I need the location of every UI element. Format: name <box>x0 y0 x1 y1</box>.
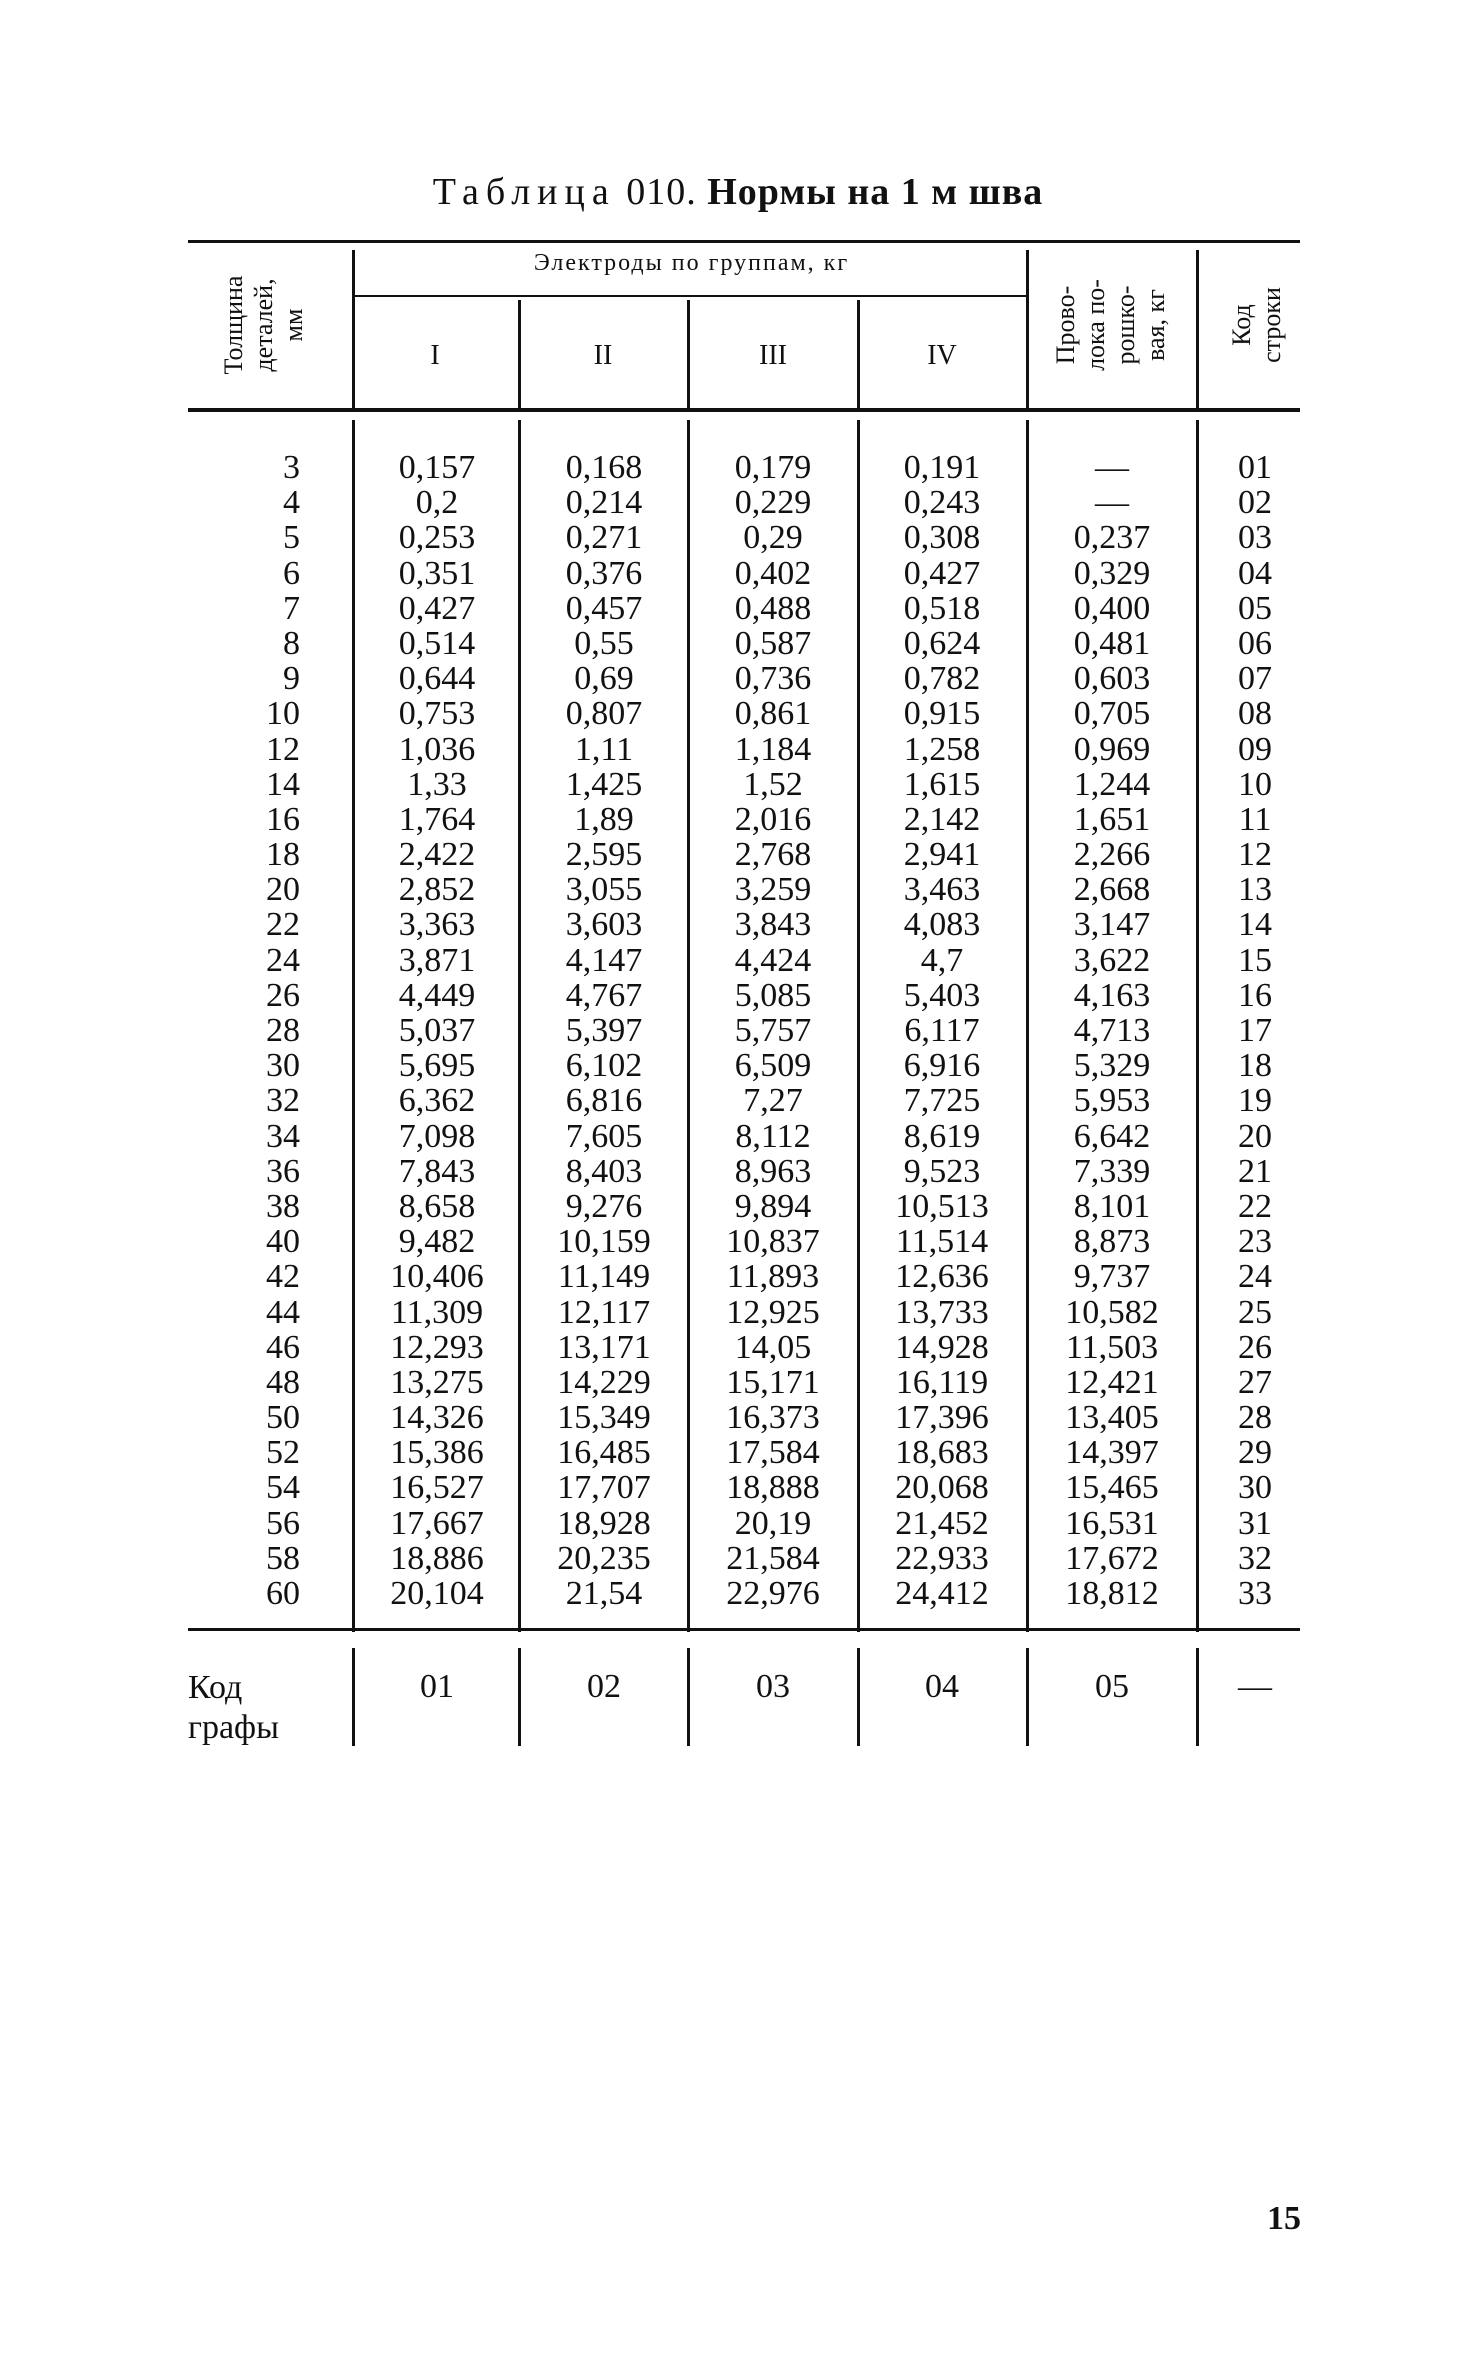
table-cell: 24,412 <box>895 1575 989 1612</box>
table-cell: 9,482 <box>398 1223 476 1261</box>
table-cell: 1,33 <box>407 765 467 803</box>
table-cell: 10,837 <box>726 1223 820 1261</box>
table-cell: 0,214 <box>565 484 643 522</box>
body-divider <box>687 420 690 1632</box>
table-cell: 14 <box>1238 906 1272 944</box>
table-cell: 0,514 <box>398 624 476 662</box>
table-cell: 5,329 <box>1073 1047 1151 1085</box>
table-cell: 8 <box>283 624 300 662</box>
table-cell: 18 <box>266 836 300 874</box>
table-cell: 26 <box>1238 1328 1272 1366</box>
table-cell: 18,888 <box>726 1469 820 1507</box>
column-group-3 <box>698 450 848 1611</box>
title-number: 010. <box>626 171 697 213</box>
table-cell: 27 <box>1238 1363 1272 1401</box>
table-cell: 6,916 <box>903 1047 981 1085</box>
column-row-code <box>1210 450 1300 1611</box>
footer-divider <box>352 1648 355 1746</box>
column-code: 05 <box>1095 1668 1129 1705</box>
table-cell: 18,886 <box>390 1539 484 1577</box>
table-cell: 5,695 <box>398 1047 476 1085</box>
table-cell: 13 <box>1238 871 1272 909</box>
table-cell: 46 <box>266 1328 300 1366</box>
table-cell: 13,171 <box>557 1328 651 1366</box>
table-cell: 17,584 <box>726 1434 820 1472</box>
table-cell: 4,449 <box>398 976 476 1014</box>
header-row-code-line: строки <box>1257 287 1286 363</box>
table-cell: 6,509 <box>734 1047 812 1085</box>
table-cell: 32 <box>266 1082 300 1120</box>
table-cell: 0,427 <box>398 589 476 627</box>
table-cell: 0,191 <box>903 449 981 486</box>
column-code: 03 <box>756 1668 790 1705</box>
table-cell: 0,624 <box>903 624 981 662</box>
table-cell: 18,928 <box>557 1504 651 1542</box>
table-cell: 6,117 <box>904 1012 980 1049</box>
table-cell: 12,293 <box>390 1328 484 1366</box>
column-group-2 <box>529 450 679 1611</box>
table-cell: 5,085 <box>734 976 812 1014</box>
header-divider <box>687 300 690 408</box>
table-cell: 0,705 <box>1073 695 1151 733</box>
column-code: 04 <box>925 1668 959 1705</box>
table-cell: 2,422 <box>398 836 476 874</box>
table-cell: 12,636 <box>895 1258 989 1296</box>
table-cell: 11 <box>1238 800 1272 838</box>
table-cell: 10,159 <box>557 1223 651 1261</box>
table-cell: 10 <box>1238 765 1272 803</box>
table-cell: 16,527 <box>390 1469 484 1507</box>
table-cell: 16,485 <box>557 1434 651 1472</box>
column-group-1 <box>362 450 512 1611</box>
table-cell: 4,147 <box>565 941 643 979</box>
header-bottom-rule <box>188 408 1300 412</box>
table-cell: 22 <box>1238 1187 1272 1225</box>
table-cell: 4,163 <box>1073 976 1151 1014</box>
table-cell: 0,488 <box>734 589 812 627</box>
table-cell: 3,463 <box>903 871 981 909</box>
table-cell: 4,083 <box>903 906 981 944</box>
table-cell: 1,258 <box>903 730 981 768</box>
header-thickness-line: мм <box>279 308 308 342</box>
table-cell: 07 <box>1238 660 1272 698</box>
table-cell: 8,112 <box>735 1117 811 1155</box>
table-cell: 25 <box>1238 1293 1272 1331</box>
table-cell: 26 <box>266 976 300 1014</box>
table-cell: 6,816 <box>565 1082 643 1120</box>
table-cell: 6,102 <box>565 1047 643 1085</box>
header-thickness <box>219 240 315 410</box>
header-group-1: I <box>430 340 440 371</box>
table-cell: 7,605 <box>565 1117 643 1155</box>
table-cell: 2,595 <box>565 836 643 874</box>
table-cell: 0,603 <box>1073 660 1151 698</box>
table-cell: 5,397 <box>565 1012 643 1049</box>
table-cell: 31 <box>1238 1504 1272 1542</box>
table-cell: 14 <box>266 765 300 803</box>
header-divider <box>857 300 860 408</box>
table-cell: 19 <box>1238 1082 1272 1120</box>
table-cell: 16 <box>266 800 300 838</box>
table-cell: 20,104 <box>390 1575 484 1612</box>
table-cell: 24 <box>266 941 300 979</box>
table-cell: 10,513 <box>895 1187 989 1225</box>
footer-divider <box>857 1648 860 1746</box>
table-cell: 08 <box>1238 695 1272 733</box>
table-cell: 2,852 <box>398 871 476 909</box>
footer-label-line: графы <box>188 1709 279 1746</box>
table-cell: 10,582 <box>1065 1293 1159 1331</box>
table-cell: 13,733 <box>895 1293 989 1331</box>
table-cell: 4,767 <box>565 976 643 1014</box>
table-cell: 18 <box>1238 1047 1272 1085</box>
title-label: Таблица <box>432 171 616 213</box>
table-cell: 28 <box>1238 1399 1272 1437</box>
table-cell: 13,405 <box>1065 1399 1159 1437</box>
table-cell: 0,915 <box>903 695 981 733</box>
table-cell: 0,969 <box>1073 730 1151 768</box>
table-top-rule <box>188 240 1300 243</box>
table-cell: 0,55 <box>574 624 634 662</box>
table-cell: 22 <box>266 906 300 944</box>
table-cell: 03 <box>1238 519 1272 557</box>
table-cell: 48 <box>266 1363 300 1401</box>
table-cell: 18,812 <box>1065 1575 1159 1612</box>
table-cell: 40 <box>266 1223 300 1261</box>
table-cell: 30 <box>1238 1469 1272 1507</box>
table-cell: 7,339 <box>1073 1152 1151 1190</box>
table-cell: 24 <box>1238 1258 1272 1296</box>
body-divider <box>857 420 860 1632</box>
table-cell: 0,402 <box>734 554 812 592</box>
table-cell: 17,396 <box>895 1399 989 1437</box>
table-cell: 11,309 <box>390 1293 484 1331</box>
table-cell: 11,893 <box>726 1258 820 1296</box>
table-cell: 1,615 <box>903 765 981 803</box>
table-cell: 1,651 <box>1073 800 1151 838</box>
table-cell: 10,406 <box>390 1258 484 1296</box>
table-cell: 0,237 <box>1073 519 1151 557</box>
table-cell: 17,667 <box>390 1504 484 1542</box>
table-cell: 20 <box>1238 1117 1272 1155</box>
table-cell: 05 <box>1238 589 1272 627</box>
column-group-4 <box>867 450 1017 1611</box>
header-wire-line: лока по- <box>1081 279 1110 371</box>
table-cell: 52 <box>266 1434 300 1472</box>
header-wire-line: вая, кг <box>1141 289 1170 361</box>
table-cell: 4,713 <box>1073 1012 1151 1049</box>
table-cell: 33 <box>1238 1575 1272 1612</box>
table-cell: 0,253 <box>398 519 476 557</box>
table-cell: 0,157 <box>398 449 476 486</box>
header-row-code-line: Код <box>1227 304 1256 346</box>
table-cell: 54 <box>266 1469 300 1507</box>
table-cell: 5,953 <box>1073 1082 1151 1120</box>
table-cell: 7,725 <box>903 1082 981 1120</box>
column-wire <box>1036 450 1188 1611</box>
header-row-code <box>1227 250 1289 400</box>
table-cell: 10 <box>266 695 300 733</box>
table-cell: 60 <box>266 1575 300 1612</box>
header-wire-line: рошко- <box>1111 285 1140 365</box>
table-cell: 2,016 <box>734 800 812 838</box>
table-cell: 16 <box>1238 976 1272 1014</box>
table-cell: 15,349 <box>557 1399 651 1437</box>
table-cell: 11,514 <box>895 1223 989 1261</box>
table-cell: 11,503 <box>1065 1328 1159 1366</box>
table-cell: 17,672 <box>1065 1539 1159 1577</box>
column-code: 02 <box>587 1668 621 1705</box>
table-cell: 20,235 <box>557 1539 651 1577</box>
header-thickness-line: Толщина <box>219 275 248 375</box>
table-cell: 32 <box>1238 1539 1272 1577</box>
table-cell: 22,976 <box>726 1575 820 1612</box>
column-code: 01 <box>420 1668 454 1705</box>
footer-divider <box>1196 1648 1199 1746</box>
column-thickness <box>220 450 300 1611</box>
table-cell: 20,19 <box>734 1504 812 1542</box>
table-cell: 06 <box>1238 624 1272 662</box>
title-rest: Нормы на 1 м шва <box>707 171 1044 213</box>
table-cell: 1,184 <box>734 730 812 768</box>
table-cell: 12,421 <box>1065 1363 1159 1401</box>
table-cell: 0,736 <box>734 660 812 698</box>
table-cell: 23 <box>1238 1223 1272 1261</box>
page-title <box>0 170 1476 214</box>
table-cell: 9,276 <box>565 1187 643 1225</box>
table-cell: 3,363 <box>398 906 476 944</box>
table-cell: 2,941 <box>903 836 981 874</box>
table-cell: 16,119 <box>895 1363 989 1401</box>
table-cell: 8,658 <box>398 1187 476 1225</box>
table-cell: 1,89 <box>574 800 634 838</box>
electrodes-subheader-rule <box>355 295 1028 297</box>
table-cell: 8,963 <box>734 1152 812 1190</box>
table-cell: 7,843 <box>398 1152 476 1190</box>
table-cell: 1,036 <box>398 730 476 768</box>
table-cell: 02 <box>1238 484 1272 522</box>
table-cell: 34 <box>266 1117 300 1155</box>
table-cell: 12,117 <box>557 1293 651 1331</box>
header-divider <box>1196 250 1199 408</box>
table-cell: 0,308 <box>903 519 981 557</box>
table-cell: 15,171 <box>726 1363 820 1401</box>
table-cell: 2,768 <box>734 836 812 874</box>
table-cell: 21,54 <box>565 1575 643 1612</box>
table-cell: 28 <box>266 1012 300 1049</box>
table-cell: 16,373 <box>726 1399 820 1437</box>
table-cell: 3,843 <box>734 906 812 944</box>
table-cell: 0,753 <box>398 695 476 733</box>
table-cell: 17,707 <box>557 1469 651 1507</box>
table-cell: 4,7 <box>920 941 964 979</box>
table-cell: 7,098 <box>398 1117 476 1155</box>
table-cell: 0,243 <box>903 484 981 522</box>
header-wire <box>1051 250 1175 400</box>
table-cell: 0,644 <box>398 660 476 698</box>
table-cell: 0,69 <box>574 660 634 698</box>
table-cell: 5,757 <box>734 1012 812 1049</box>
table-cell: 01 <box>1238 449 1272 486</box>
footer-divider <box>518 1648 521 1746</box>
table-cell: 15 <box>1238 941 1272 979</box>
table-cell: 22,933 <box>895 1539 989 1577</box>
body-divider <box>352 420 355 1632</box>
table-cell: 21,452 <box>895 1504 989 1542</box>
table-cell: 50 <box>266 1399 300 1437</box>
header-group-2: II <box>593 340 613 371</box>
header-wire-line: Прово- <box>1051 285 1080 365</box>
table-cell: 1,764 <box>398 800 476 838</box>
table-cell: 0,518 <box>903 589 981 627</box>
table-cell: 0,481 <box>1073 624 1151 662</box>
table-cell: 14,326 <box>390 1399 484 1437</box>
table-cell: 0,168 <box>565 449 643 486</box>
table-cell: 0,807 <box>565 695 643 733</box>
column-code: — <box>1238 1668 1272 1705</box>
table-cell: 8,101 <box>1073 1187 1151 1225</box>
page-number: 15 <box>1267 2200 1301 2237</box>
table-cell: 0,427 <box>903 554 981 592</box>
table-cell: 42 <box>266 1258 300 1296</box>
table-cell: 11,149 <box>557 1258 651 1296</box>
table-cell: 1,52 <box>743 765 803 803</box>
footer-divider <box>1026 1648 1029 1746</box>
table-cell: 9,894 <box>734 1187 812 1225</box>
table-cell: 56 <box>266 1504 300 1542</box>
table-cell: 3,622 <box>1073 941 1151 979</box>
table-cell: 1,244 <box>1073 765 1151 803</box>
table-cell: 13,275 <box>390 1363 484 1401</box>
table-cell: 20 <box>266 871 300 909</box>
table-cell: 0,329 <box>1073 554 1151 592</box>
table-cell: 38 <box>266 1187 300 1225</box>
table-cell: 3 <box>283 449 300 486</box>
table-cell: 8,873 <box>1073 1223 1151 1261</box>
table-cell: 20,068 <box>895 1469 989 1507</box>
table-cell: 7 <box>283 589 300 627</box>
table-cell: 4 <box>283 484 300 522</box>
table-cell: 21 <box>1238 1152 1272 1190</box>
header-divider <box>518 300 521 408</box>
table-cell: 0,457 <box>565 589 643 627</box>
footer-label-line: Код <box>188 1669 243 1706</box>
table-cell: 0,29 <box>743 519 803 557</box>
table-cell: — <box>1095 449 1129 486</box>
table-cell: 3,259 <box>734 871 812 909</box>
body-divider <box>1196 420 1199 1632</box>
table-cell: 0,351 <box>398 554 476 592</box>
table-cell: 2,142 <box>903 800 981 838</box>
table-cell: 2,668 <box>1073 871 1151 909</box>
table-cell: 9 <box>283 660 300 698</box>
table-cell: 0,376 <box>565 554 643 592</box>
table-cell: 0,587 <box>734 624 812 662</box>
table-cell: 0,229 <box>734 484 812 522</box>
table-cell: 5 <box>283 519 300 557</box>
header-group-3: III <box>759 340 787 371</box>
table-cell: 0,271 <box>565 519 643 557</box>
table-cell: 0,2 <box>415 484 459 522</box>
header-group-4: IV <box>927 340 957 371</box>
table-cell: 12 <box>266 730 300 768</box>
header-electrodes-group: Электроды по группам, кг <box>533 250 850 276</box>
footer-divider <box>687 1648 690 1746</box>
table-cell: 6 <box>283 554 300 592</box>
table-cell: 12 <box>1238 836 1272 874</box>
body-divider <box>518 420 521 1632</box>
table-cell: 18,683 <box>895 1434 989 1472</box>
table-cell: 7,27 <box>743 1082 803 1120</box>
table-cell: 44 <box>266 1293 300 1331</box>
table-cell: 3,055 <box>565 871 643 909</box>
body-divider <box>1026 420 1029 1632</box>
table-cell: 17 <box>1238 1012 1272 1049</box>
table-cell: 6,642 <box>1073 1117 1151 1155</box>
table-cell: 1,425 <box>565 765 643 803</box>
table-cell: 14,397 <box>1065 1434 1159 1472</box>
table-cell: 5,037 <box>398 1012 476 1049</box>
table-cell: 15,386 <box>390 1434 484 1472</box>
table-cell: 14,229 <box>557 1363 651 1401</box>
table-cell: 14,05 <box>734 1328 812 1366</box>
table-cell: 14,928 <box>895 1328 989 1366</box>
table-cell: 3,603 <box>565 906 643 944</box>
table-cell: 8,403 <box>565 1152 643 1190</box>
table-cell: 3,871 <box>398 941 476 979</box>
table-cell: 1,11 <box>574 730 634 768</box>
table-cell: 04 <box>1238 554 1272 592</box>
table-cell: 0,400 <box>1073 589 1151 627</box>
table-cell: 09 <box>1238 730 1272 768</box>
table-cell: 21,584 <box>726 1539 820 1577</box>
table-cell: 9,737 <box>1073 1258 1151 1296</box>
table-cell: 36 <box>266 1152 300 1190</box>
table-cell: 29 <box>1238 1434 1272 1472</box>
table-cell: 0,179 <box>734 449 812 486</box>
table-cell: 58 <box>266 1539 300 1577</box>
table-cell: 2,266 <box>1073 836 1151 874</box>
table-cell: 5,403 <box>903 976 981 1014</box>
table-cell: — <box>1095 484 1129 522</box>
table-cell: 3,147 <box>1073 906 1151 944</box>
header-thickness-line: деталей, <box>249 278 278 372</box>
table-cell: 9,523 <box>903 1152 981 1190</box>
table-cell: 30 <box>266 1047 300 1085</box>
table-cell: 16,531 <box>1065 1504 1159 1542</box>
table-cell: 12,925 <box>726 1293 820 1331</box>
table-cell: 6,362 <box>398 1082 476 1120</box>
table-cell: 4,424 <box>734 941 812 979</box>
table-cell: 0,861 <box>734 695 812 733</box>
table-cell: 0,782 <box>903 660 981 698</box>
table-cell: 8,619 <box>903 1117 981 1155</box>
footer-label <box>188 1668 279 1748</box>
table-cell: 15,465 <box>1065 1469 1159 1507</box>
